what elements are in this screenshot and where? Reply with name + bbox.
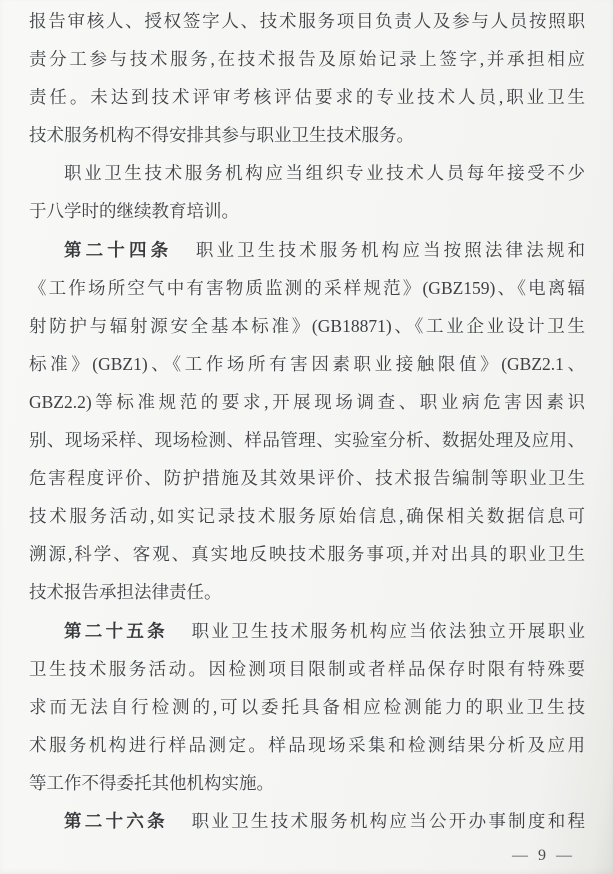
line-text: 职业卫生技术服务机构应当公开办事制度和程 <box>191 810 585 831</box>
page-body <box>29 2 585 840</box>
line-text: 职业卫生技术服务机构应当依法独立开展职业 <box>191 620 585 641</box>
text-line <box>29 459 585 497</box>
text-line <box>29 535 585 573</box>
line-text: 卫生技术服务活动。因检测项目限制或者样品保存时限有特殊要 <box>29 658 585 679</box>
line-text: 责任。未达到技术评审考核评估要求的专业技术人员,职业卫生 <box>29 87 585 108</box>
page-number: — 9 — <box>512 847 575 864</box>
line-text: 责分工参与技术服务,在技术报告及原始记录上签字,并承担相应 <box>29 49 585 70</box>
text-line <box>29 383 585 421</box>
text-line <box>29 40 585 78</box>
line-text: 技术服务机构不得安排其参与职业卫生技术服务。 <box>29 125 414 146</box>
line-text: 术服务机构进行样品测定。样品现场采集和检测结果分析及应用 <box>29 734 585 755</box>
line-text: 射防护与辐射源安全基本标准》(GB18871)、《工业企业设计卫生 <box>29 315 585 336</box>
line-text: 危害程度评价、防护措施及其效果评价、技术报告编制等职业卫生 <box>29 468 585 489</box>
text-line <box>29 345 585 383</box>
line-text: 技术报告承担法律责任。 <box>29 582 222 603</box>
line-text: 职业卫生技术服务机构应当组织专业技术人员每年接受不少 <box>64 163 585 184</box>
article-heading: 第二十六条 <box>64 810 168 831</box>
text-line <box>29 307 585 345</box>
text-line <box>29 192 585 230</box>
text-line <box>29 688 585 726</box>
line-text: 于八学时的继续教育培训。 <box>29 201 239 222</box>
line-text: 职业卫生技术服务机构应当按照法律法规和 <box>195 239 585 260</box>
line-text: 等工作不得委托其他机构实施。 <box>29 772 274 793</box>
line-text: 报告审核人、授权签字人、技术服务项目负责人及参与人员按照职 <box>29 11 585 31</box>
text-line <box>29 231 585 269</box>
line-text: 技术服务活动,如实记录技术服务原始信息,确保相关数据信息可 <box>29 506 585 527</box>
line-text: 《工作场所空气中有害物质监测的采样规范》(GBZ159)、《电离辐 <box>29 277 585 298</box>
text-line <box>29 2 585 40</box>
text-line <box>29 116 585 154</box>
text-line <box>29 726 585 764</box>
article-heading: 第二十五条 <box>64 620 168 641</box>
text-line <box>29 421 585 459</box>
line-text: 溯源,科学、客观、真实地反映技术服务事项,并对出具的职业卫生 <box>29 544 585 565</box>
text-line <box>29 764 585 802</box>
text-line <box>29 78 585 116</box>
text-line <box>29 497 585 535</box>
text-line <box>29 650 585 688</box>
text-line <box>29 573 585 611</box>
text-line <box>29 154 585 192</box>
text-line <box>29 802 585 840</box>
line-text: 别、现场采样、现场检测、样品管理、实验室分析、数据处理及应用、 <box>29 430 585 451</box>
line-text: 标准》(GBZ1)、《工作场所有害因素职业接触限值》(GBZ2.1、 <box>29 353 585 374</box>
text-line <box>29 269 585 307</box>
line-text: 求而无法自行检测的,可以委托具备相应检测能力的职业卫生技 <box>29 696 585 717</box>
text-line <box>29 612 585 650</box>
article-heading: 第二十四条 <box>64 239 173 260</box>
line-text: GBZ2.2)等标准规范的要求,开展现场调查、职业病危害因素识 <box>29 391 585 412</box>
